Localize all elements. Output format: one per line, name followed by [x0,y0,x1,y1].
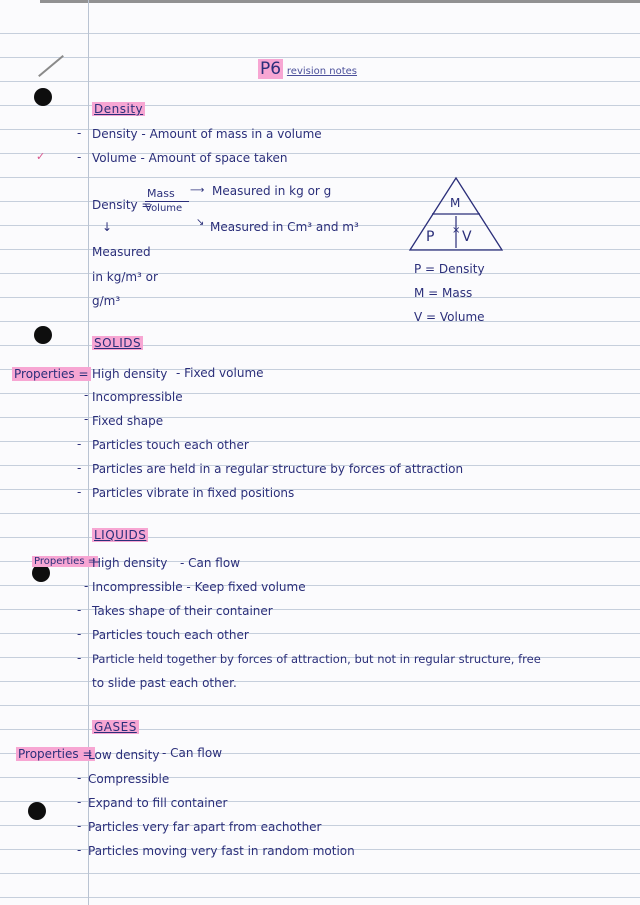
liquids-point: to slide past each other. [92,676,237,690]
density-triangle-icon [408,176,504,252]
page-title: P6 revision notes [260,59,358,79]
gases-point: Particles moving very fast in random motion [88,844,355,858]
solids-point: Particles are held in a regular structure by forces of attraction [92,462,464,476]
liquids-point: Particles touch each other [92,628,249,642]
triangle-density: P [426,229,435,245]
mass-note: Measured in kg or g [212,184,332,198]
notebook-page: P6 revision notes Density ✓ - Density - Amount of mass in a volume - Volume - Amount of space taken Density = Mass Volume ⟶ Measured in kg or g ↘ Measured in Cm³ and m³ ↓ Measured in kg/m³ or g/m³ M P × V P = Density M = Mass V = Volume SOLIDS Properties = High density - Fixed volume - Incompressible - Fixed shape - Particles touch each other - Particles are held in a regular structure by forces of attraction - Particles vibrate in fixed positions LIQUIDS Properties = High density - Can flow - Incompressible - Keep fixed volume - Takes shape of their container - Particles touch each other - Particle held together by forces of attraction, but not in regular structure, free to slide past each other. GASES Properties = Low density - Can flow - Compressible - Expand to fill container - Particles very far apart from eachother - Particles moving very fast in random motion [0,0,640,905]
solids-heading: SOLIDS [94,336,142,350]
volume-note: Measured in Cm³ and m³ [210,220,359,234]
triangle-multiply: × [452,225,461,236]
gases-first-extra: - Can flow [162,746,223,760]
solids-point: Particles vibrate in fixed positions [92,486,295,500]
solids-first-extra: - Fixed volume [176,366,264,380]
down-arrow-icon: ↓ [102,220,113,234]
liquids-first: High density [92,556,168,570]
solids-point: Particles touch each other [92,438,249,452]
solids-point: Incompressible [92,390,183,404]
triangle-mass: M [450,196,461,210]
measured-line: g/m³ [92,294,121,308]
liquids-point: Takes shape of their container [92,604,273,618]
formula-lhs: Density = [92,198,152,212]
binder-hole [34,88,52,106]
liquids-heading: LIQUIDS [94,528,147,542]
gases-point: Expand to fill container [88,796,228,810]
liquids-first-extra: - Can flow [180,556,241,570]
solids-first: High density [92,367,168,381]
liquids-label: Properties = [34,556,97,567]
gases-point: Particles very far apart from eachother [88,820,322,834]
gases-point: Compressible [88,772,170,786]
solids-label: Properties = [14,367,89,381]
tick-mark: ✓ [36,150,46,163]
solids-point: Fixed shape [92,414,164,428]
density-heading: Density [94,102,144,116]
formula-numerator: Mass [147,187,175,200]
arrow-icon: ⟶ [190,185,205,196]
density-point: Volume - Amount of space taken [92,151,288,165]
key-line: V = Volume [414,310,485,324]
key-line: P = Density [414,262,485,276]
margin-line [88,0,89,905]
liquids-point: Particle held together by forces of attraction, but not in regular structure, free [92,652,541,666]
gases-first: Low density [88,748,160,762]
binder-hole [28,802,46,820]
measured-line: in kg/m³ or [92,270,158,284]
measured-line: Measured [92,245,151,259]
key-line: M = Mass [414,286,473,300]
gases-heading: GASES [94,720,137,734]
page-edge-shadow [40,0,640,3]
formula-denominator: Volume [145,201,189,216]
pen-mark [38,55,64,77]
arrow-icon: ↘ [196,217,205,228]
density-point: Density - Amount of mass in a volume [92,127,322,141]
liquids-point: Incompressible - Keep fixed volume [92,580,306,594]
binder-hole [34,326,52,344]
gases-label: Properties = [18,747,93,761]
triangle-volume: V [462,229,472,245]
